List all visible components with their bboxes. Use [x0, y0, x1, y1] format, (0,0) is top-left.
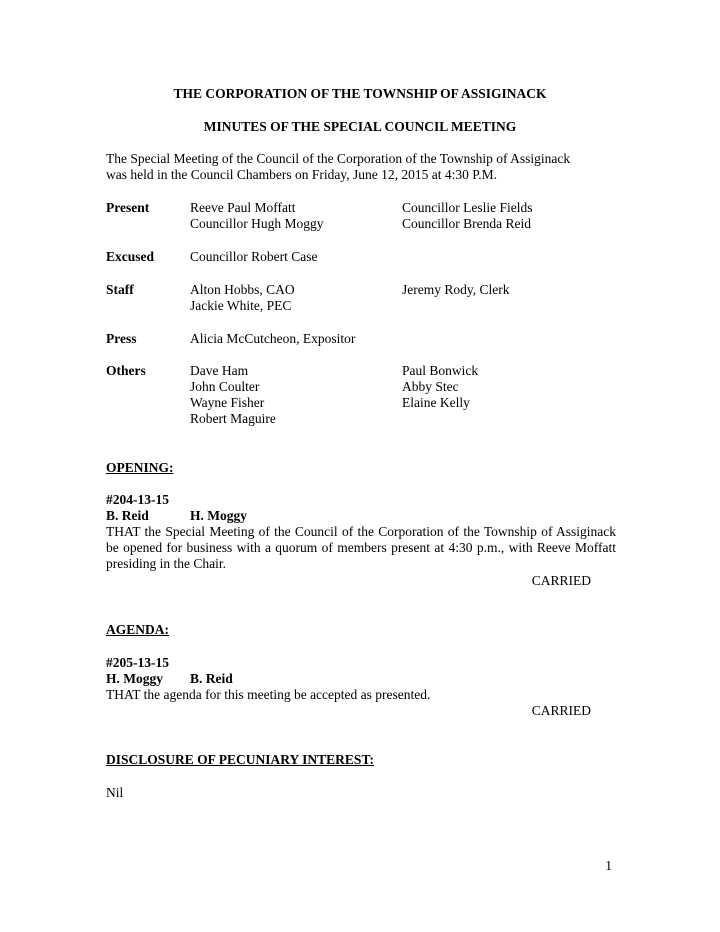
- document-title: THE CORPORATION OF THE TOWNSHIP OF ASSIGINACK: [173, 86, 547, 101]
- agenda-mover: H. Moggy: [106, 671, 163, 686]
- others-label: Others: [106, 363, 146, 378]
- others-name: Dave Ham: [190, 363, 249, 378]
- opening-motion-text: THAT the Special Meeting of the Council of the Corporation of the Township of Assiginack be opened for business with a quorum of members present at 4:30 p.m., with Reeve Moffatt presiding in the Chair.: [106, 524, 616, 571]
- document-subtitle: MINUTES OF THE SPECIAL COUNCIL MEETING: [203, 119, 517, 134]
- present-name: Councillor Brenda Reid: [402, 216, 531, 231]
- staff-name: Jeremy Rody, Clerk: [402, 282, 510, 297]
- press-label: Press: [106, 331, 137, 346]
- excused-label: Excused: [106, 249, 155, 264]
- present-label: Present: [106, 200, 150, 215]
- agenda-motion-text: THAT the agenda for this meeting be accepted as presented.: [106, 687, 431, 702]
- agenda-heading: AGENDA:: [106, 622, 169, 637]
- present-name: Reeve Paul Moffatt: [190, 200, 296, 215]
- agenda-motion-number: #205-13-15: [106, 655, 169, 670]
- others-name: Wayne Fisher: [190, 395, 265, 410]
- intro-line-2: was held in the Council Chambers on Friday, June 12, 2015 at 4:30 P.M.: [106, 167, 497, 182]
- excused-name: Councillor Robert Case: [190, 249, 318, 264]
- present-name: Councillor Hugh Moggy: [190, 216, 324, 231]
- staff-name: Jackie White, PEC: [190, 298, 292, 313]
- others-name: John Coulter: [190, 379, 260, 394]
- staff-name: Alton Hobbs, CAO: [190, 282, 295, 297]
- disclosure-text: Nil: [106, 785, 124, 800]
- others-name: Elaine Kelly: [402, 395, 470, 410]
- agenda-result: CARRIED: [531, 703, 591, 718]
- opening-motion-number: #204-13-15: [106, 492, 169, 507]
- staff-label: Staff: [106, 282, 134, 297]
- press-name: Alicia McCutcheon, Expositor: [190, 331, 356, 346]
- opening-result: CARRIED: [531, 573, 591, 588]
- disclosure-heading: DISCLOSURE OF PECUNIARY INTEREST:: [106, 752, 374, 767]
- others-name: Abby Stec: [402, 379, 459, 394]
- present-name: Councillor Leslie Fields: [402, 200, 533, 215]
- opening-seconder: H. Moggy: [190, 508, 247, 523]
- others-name: Robert Maguire: [190, 411, 276, 426]
- intro-line-1: The Special Meeting of the Council of the Corporation of the Township of Assiginack: [106, 151, 571, 166]
- opening-mover: B. Reid: [106, 508, 149, 523]
- page-number: 1: [605, 858, 612, 873]
- agenda-seconder: B. Reid: [190, 671, 233, 686]
- opening-heading: OPENING:: [106, 460, 174, 475]
- others-name: Paul Bonwick: [402, 363, 479, 378]
